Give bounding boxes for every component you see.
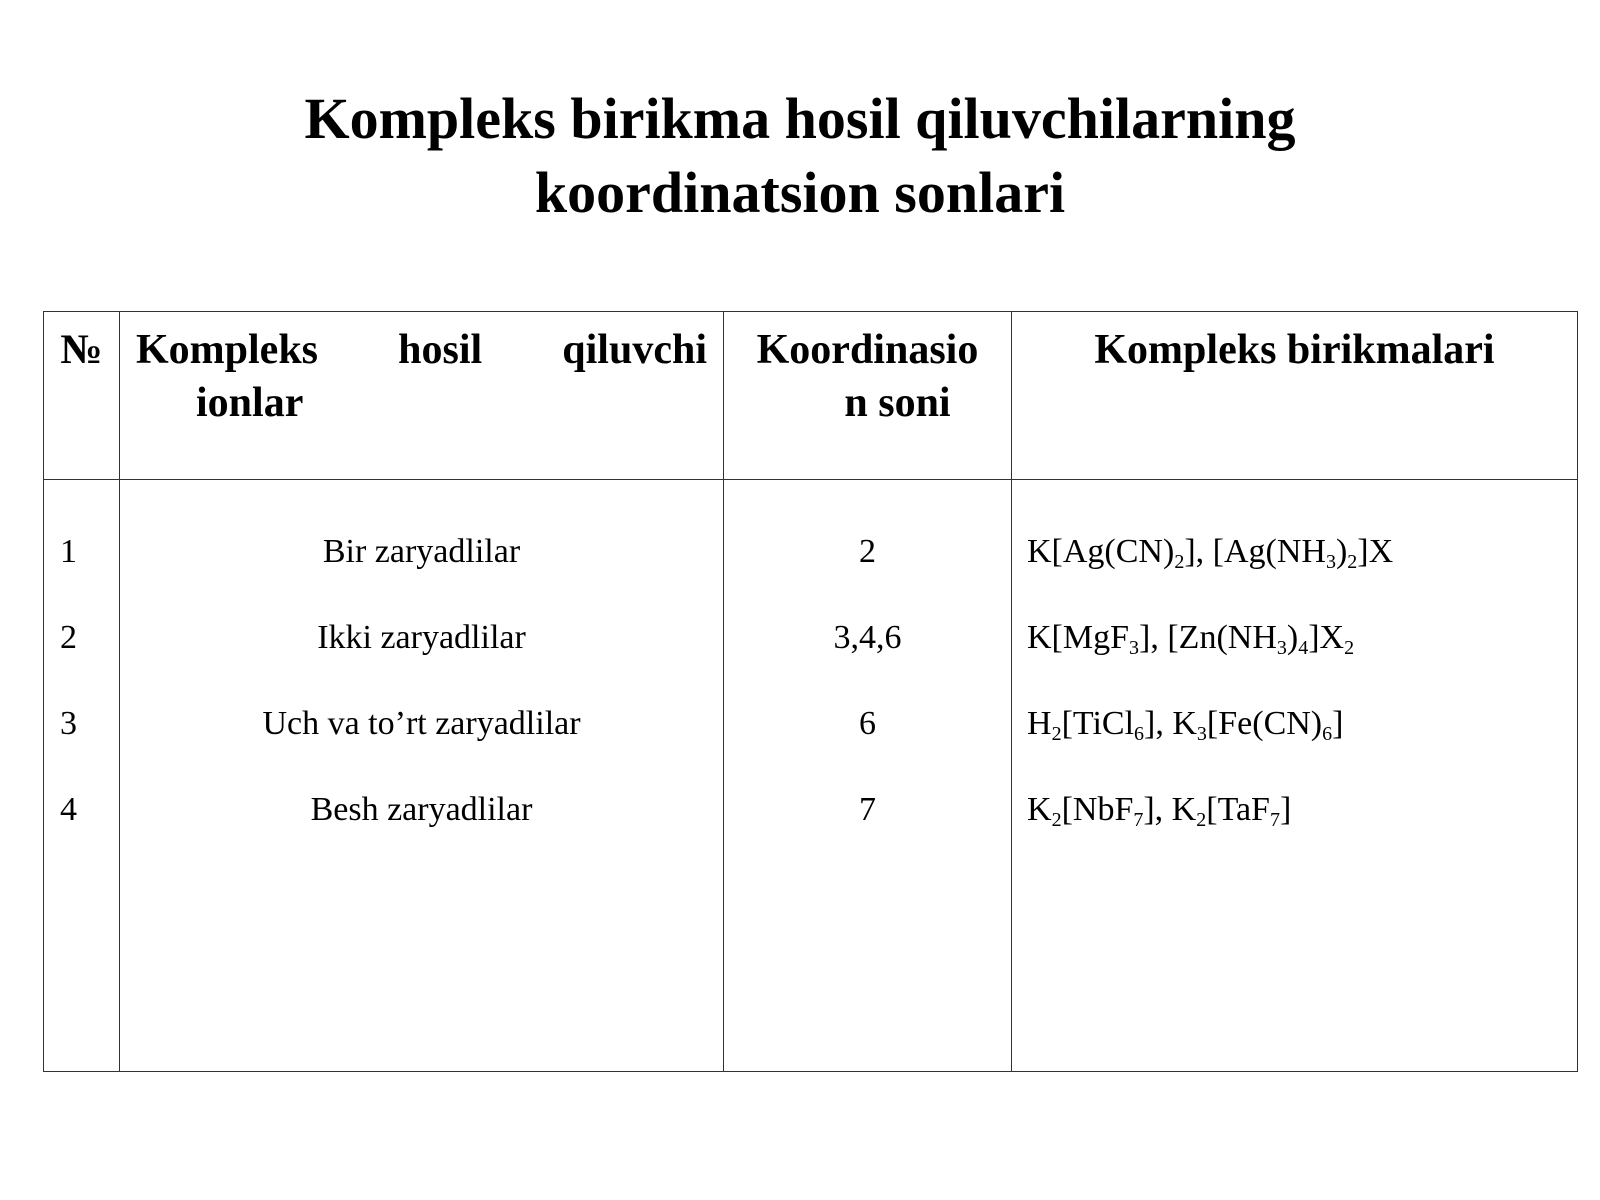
row-ions: Besh zaryadlilar — [310, 791, 533, 828]
formula-subscript: 3 — [1196, 723, 1207, 745]
row-compounds — [1012, 790, 1577, 876]
number-column — [44, 480, 120, 1072]
formula-subscript: 4 — [1298, 637, 1309, 659]
row-ions: Uch va to’rt zaryadlilar — [262, 705, 581, 742]
page-title — [0, 82, 1600, 230]
row-ions: Bir zaryadlilar — [322, 533, 521, 570]
formula-subscript: 7 — [1269, 809, 1280, 831]
row-compounds — [1012, 618, 1577, 704]
formula-text: ], [Ag(NH — [1184, 533, 1326, 570]
formula-text: ) — [1286, 619, 1299, 656]
formula-text: ]X — [1308, 619, 1345, 656]
coordination-column — [724, 480, 1012, 1072]
formula-text: ], K — [1144, 705, 1197, 742]
row-coordination: 2 — [859, 533, 876, 570]
header-ions-word-1: Kompleks — [136, 327, 319, 373]
formula-text: K — [1027, 791, 1052, 828]
formula-subscript: 2 — [1051, 809, 1062, 831]
row-coordination: 3,4,6 — [833, 619, 902, 656]
row-number: 4 — [60, 791, 77, 828]
formula-text: K[Ag(CN) — [1027, 533, 1175, 570]
ions-column — [120, 480, 724, 1072]
formula-text: [TaF — [1206, 791, 1270, 828]
formula-subscript: 6 — [1322, 723, 1333, 745]
formula-subscript: 2 — [1347, 551, 1358, 573]
header-compounds: Kompleks birikmalari — [1012, 312, 1578, 480]
title-line-2: koordinatsion sonlari — [534, 160, 1066, 225]
formula-subscript: 3 — [1129, 637, 1140, 659]
header-ions-word-2: hosil — [398, 327, 483, 373]
row-coordination: 6 — [859, 705, 876, 742]
header-coordination — [724, 312, 1012, 480]
formula-subscript: 6 — [1134, 723, 1145, 745]
row-number: 1 — [60, 533, 77, 570]
formula-subscript: 2 — [1344, 637, 1355, 659]
coordination-table — [43, 311, 1578, 1072]
formula-text: ) — [1335, 533, 1348, 570]
formula-subscript: 7 — [1133, 809, 1144, 831]
formula-text: ] — [1332, 705, 1344, 742]
row-number: 2 — [60, 619, 77, 656]
row-compounds — [1012, 704, 1577, 790]
table-body-row — [44, 480, 1578, 1072]
row-number: 3 — [60, 705, 77, 742]
header-ions-word-3: qiluvchi — [562, 327, 707, 373]
table-header-row — [44, 312, 1578, 480]
formula-text: ], [Zn(NH — [1139, 619, 1277, 656]
formula-subscript: 2 — [1174, 551, 1185, 573]
formula-text: [Fe(CN) — [1206, 705, 1323, 742]
row-ions: Ikki zaryadlilar — [317, 619, 526, 656]
header-number: № — [44, 312, 120, 480]
formula-text: ], K — [1143, 791, 1197, 828]
formula-subscript: 3 — [1325, 551, 1336, 573]
header-coordination-line-2: n soni — [844, 380, 951, 426]
header-coordination-line-1: Koordinasio — [756, 327, 979, 373]
formula-text: [TiCl — [1061, 705, 1135, 742]
formula-subscript: 3 — [1276, 637, 1287, 659]
compounds-column — [1012, 480, 1578, 1072]
formula-subscript: 2 — [1051, 723, 1062, 745]
header-ions-word-4: ionlar — [196, 380, 304, 426]
formula-text: ]X — [1357, 533, 1394, 570]
formula-text: H — [1027, 705, 1052, 742]
formula-text: K[MgF — [1027, 619, 1130, 656]
formula-text: [NbF — [1061, 791, 1134, 828]
row-compounds — [1012, 532, 1577, 618]
formula-text: ] — [1279, 791, 1292, 828]
title-line-1: Kompleks birikma hosil qiluvchilarning — [304, 86, 1296, 151]
formula-subscript: 2 — [1196, 809, 1207, 831]
row-coordination: 7 — [859, 791, 876, 828]
header-ions — [120, 312, 724, 480]
